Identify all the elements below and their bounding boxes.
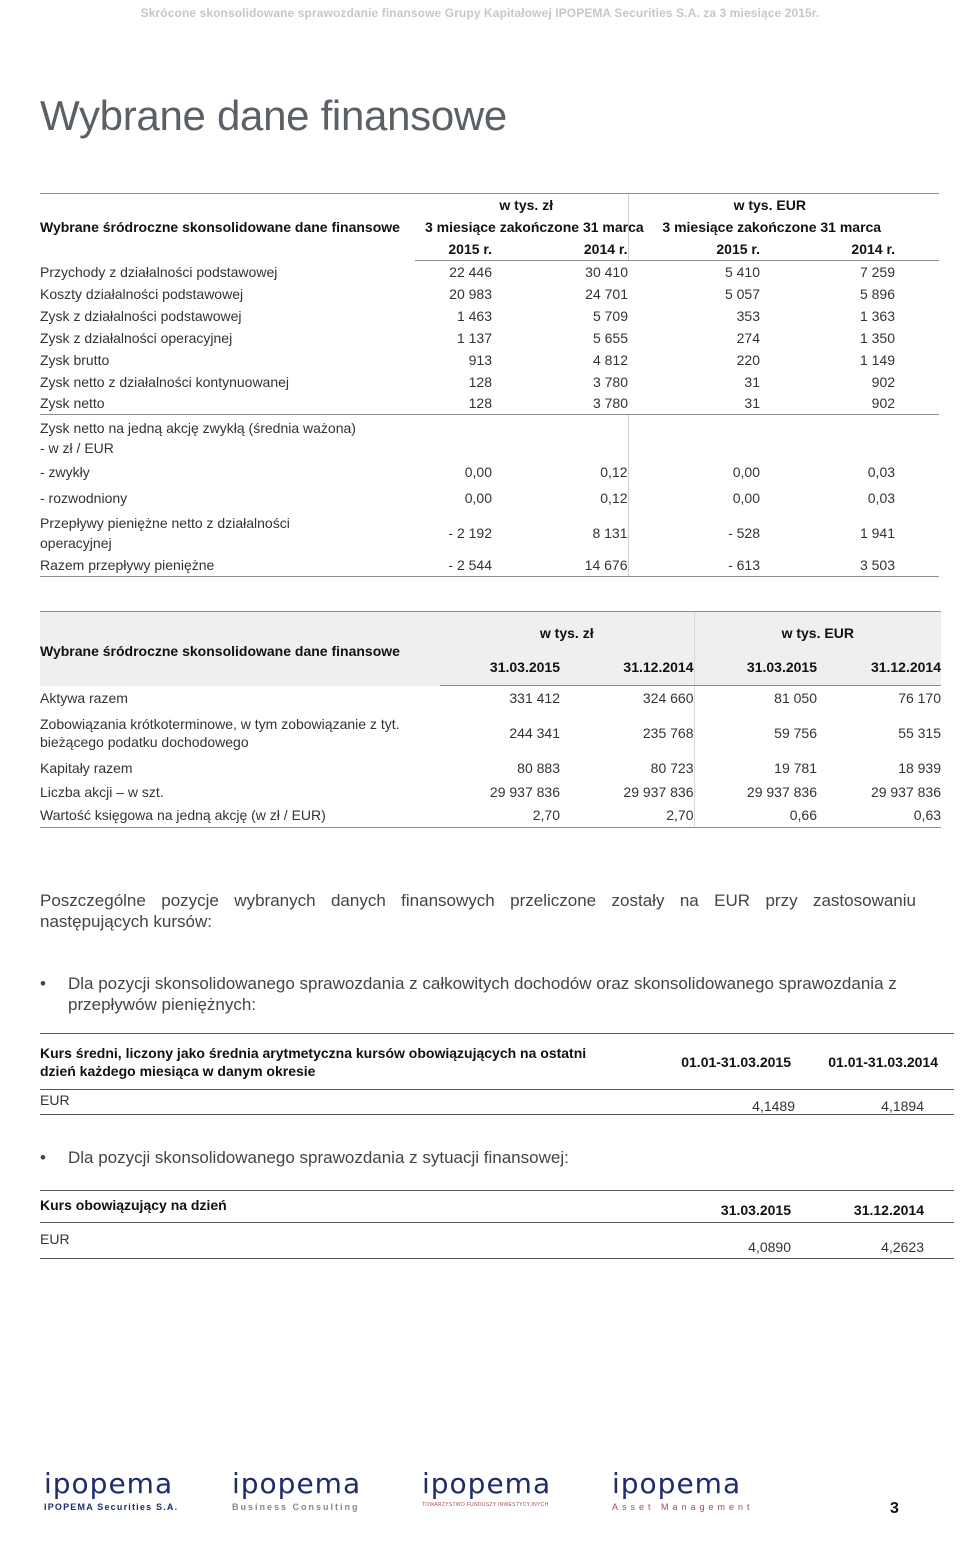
table-row — [40, 511, 939, 555]
cell-value: 5 655 — [592, 329, 628, 346]
row-label: Zysk netto z działalności kontynuowanej — [40, 373, 290, 390]
logo-subtitle: Asset Management — [612, 1502, 754, 1512]
table-row — [40, 283, 939, 305]
cell-value: 3 503 — [760, 555, 895, 577]
table-row — [40, 459, 939, 485]
rate-value: 4,1894 — [795, 1090, 954, 1115]
row-label: - zwykły — [40, 463, 90, 480]
cell-value: 18 939 — [898, 759, 942, 776]
rate-period: 01.01-31.03.2015 — [630, 1034, 795, 1090]
row-label: Zysk z działalności podstawowej — [40, 307, 242, 324]
rate-date: 31.03.2015 — [630, 1191, 795, 1223]
cell-value: 235 768 — [642, 724, 694, 741]
cell-value: 324 660 — [642, 689, 694, 706]
cell-value: 4 812 — [592, 351, 628, 368]
closing-rate-table — [40, 1190, 954, 1259]
cell-value: 31 — [744, 373, 760, 390]
ipopema-business-consulting-logo — [232, 1467, 362, 1520]
cell-value: 353 — [736, 307, 760, 324]
logo-subtitle: IPOPEMA Securities S.A. — [44, 1502, 179, 1512]
rate-table-header: Kurs obowiązujący na dzień — [40, 1191, 630, 1223]
row-label: Kapitały razem — [40, 759, 133, 776]
cell-value: - 613 — [628, 555, 760, 577]
table-row — [40, 780, 941, 804]
cell-value: 1 363 — [859, 307, 896, 324]
cell-value: 5 410 — [724, 263, 760, 280]
table-row — [40, 305, 939, 327]
rate-value: 4,1489 — [630, 1090, 795, 1115]
eps-unit-label: - w zł / EUR — [40, 439, 114, 456]
table-row — [40, 371, 939, 393]
cell-value: 29 937 836 — [870, 783, 942, 800]
table-row — [40, 710, 941, 756]
logo-subtitle: TOWARZYSTWO FUNDUSZY INWESTYCYJNYCH — [422, 1502, 549, 1508]
table-row — [40, 686, 941, 710]
logo-wordmark: ipopema — [232, 1467, 362, 1500]
cell-value: 0,03 — [867, 463, 896, 480]
bullet-icon: • — [40, 974, 46, 993]
cell-value: 1 137 — [456, 329, 492, 346]
cell-value: 3 780 — [592, 373, 628, 390]
row-label: Razem przepływy pieniężne — [40, 555, 415, 577]
bullet-icon: • — [40, 1148, 46, 1167]
table-row — [40, 437, 939, 459]
rate-table-header: Kurs średni, liczony jako średnia arytmetyczna kursów obowiązujących na ostatni dzień każdego miesiąca w danym okresie — [40, 1034, 630, 1090]
ipopema-securities-logo — [44, 1467, 179, 1520]
table-row — [40, 327, 939, 349]
cell-value: 29 937 836 — [694, 780, 817, 804]
cell-value: 30 410 — [585, 263, 628, 280]
cell-value: 331 412 — [509, 689, 560, 706]
row-label: Zysk brutto — [40, 351, 110, 368]
cell-value: 5 057 — [724, 285, 760, 302]
cell-value: 14 676 — [492, 555, 628, 577]
cell-value: 0,00 — [464, 489, 492, 506]
cell-value: 80 883 — [517, 759, 560, 776]
cell-value: 55 315 — [898, 724, 942, 741]
table2-currency-eur: w tys. EUR — [694, 612, 941, 650]
bullet-text: Dla pozycji skonsolidowanego sprawozdania z sytuacji finansowej: — [68, 1148, 569, 1167]
eps-label: Zysk netto na jedną akcję zwykłą (średnia ważona) — [40, 419, 356, 436]
rate-period: 01.01-31.03.2014 — [795, 1034, 954, 1090]
cell-value: 3 780 — [492, 393, 628, 415]
row-label: - rozwodniony — [40, 489, 128, 506]
cell-value: 1 941 — [859, 524, 896, 541]
cell-value: 7 259 — [859, 263, 896, 280]
footer-logos — [40, 1467, 920, 1520]
cell-value: 244 341 — [509, 724, 560, 741]
table1-year: 2014 r. — [760, 239, 895, 261]
row-label: Zysk netto — [40, 393, 415, 415]
cell-value: 1 463 — [456, 307, 492, 324]
cell-value: 80 723 — [650, 759, 694, 776]
cell-value: 0,00 — [628, 485, 760, 511]
table2-date: 31.12.2014 — [817, 650, 941, 686]
table2-date: 31.12.2014 — [560, 650, 694, 686]
logo-wordmark: ipopema — [44, 1467, 174, 1500]
cell-value: - 2 192 — [448, 524, 492, 541]
cell-value: 81 050 — [694, 686, 817, 710]
conversion-note: Poszczególne pozycje wybranych danych finansowych przeliczone zostały na EUR przy zastosowaniu następujących kursów: — [40, 891, 916, 931]
table1-year: 2015 r. — [628, 239, 760, 261]
table-row — [40, 555, 939, 577]
table1-year: 2015 r. — [415, 239, 492, 261]
cell-value: 274 — [736, 329, 760, 346]
bullet-text: Dla pozycji skonsolidowanego sprawozdania z całkowitych dochodów oraz skonsolidowanego sprawozdania z przepływów pieniężnych: — [68, 974, 897, 1014]
table-row — [40, 261, 939, 283]
cell-value: 5 709 — [592, 307, 628, 324]
table2-date: 31.03.2015 — [440, 650, 560, 686]
cell-value: 24 701 — [585, 285, 628, 302]
table1-year: 2014 r. — [492, 239, 628, 261]
income-summary-table — [40, 193, 939, 577]
rate-currency: EUR — [40, 1090, 630, 1115]
logo-wordmark: ipopema — [422, 1467, 552, 1500]
row-label: Koszty działalności podstawowej — [40, 285, 244, 302]
cell-value: 8 131 — [592, 524, 628, 541]
cell-value: 1 149 — [859, 351, 896, 368]
cell-value: 59 756 — [694, 710, 817, 756]
table2-caption: Wybrane śródroczne skonsolidowane dane finansowe — [40, 612, 440, 686]
cell-value: 902 — [871, 373, 896, 390]
table-row — [40, 756, 941, 780]
table2-date: 31.03.2015 — [694, 650, 817, 686]
page-title: Wybrane dane finansowe — [40, 92, 507, 139]
cell-value: 128 — [415, 393, 492, 415]
cell-value: 19 781 — [694, 756, 817, 780]
cell-value: 0,00 — [464, 463, 492, 480]
row-label: Liczba akcji – w szt. — [40, 783, 164, 800]
table2-currency-pln: w tys. zł — [440, 612, 694, 650]
ipopema-tfi-logo — [422, 1467, 552, 1520]
row-label: Aktywa razem — [40, 689, 128, 706]
average-rate-table — [40, 1033, 954, 1115]
logo-wordmark: ipopema — [612, 1467, 742, 1500]
cell-value: 128 — [468, 373, 492, 390]
table-row — [40, 415, 939, 437]
cell-value: 0,12 — [600, 489, 628, 506]
cell-value: 0,00 — [628, 459, 760, 485]
rate-currency: EUR — [40, 1223, 630, 1259]
cell-value: 0,63 — [817, 804, 941, 828]
cell-value: 76 170 — [898, 689, 942, 706]
ipopema-asset-management-logo — [612, 1467, 754, 1520]
table1-period-pln: 3 miesiące zakończone 31 marca — [425, 219, 644, 235]
rate-value: 4,2623 — [795, 1223, 954, 1259]
cell-value: 0,66 — [694, 804, 817, 828]
table-row — [40, 485, 939, 511]
cell-value: 0,12 — [600, 463, 628, 480]
table1-currency-eur: w tys. EUR — [628, 194, 895, 216]
table-row — [40, 393, 939, 415]
cell-value: - 2 544 — [415, 555, 492, 577]
cell-value: 20 983 — [449, 285, 492, 302]
balance-summary-table — [40, 611, 941, 828]
table1-currency-pln: w tys. zł — [415, 194, 628, 216]
rate-date: 31.12.2014 — [795, 1191, 954, 1223]
cell-value: 29 937 836 — [489, 783, 560, 800]
cell-value: - 528 — [628, 511, 760, 555]
table1-caption: Wybrane śródroczne skonsolidowane dane finansowe — [40, 219, 400, 236]
row-label: Przychody z działalności podstawowej — [40, 263, 278, 280]
row-label: Zysk z działalności operacyjnej — [40, 329, 233, 346]
cell-value: 5 896 — [859, 285, 896, 302]
row-label: Wartość księgowa na jedną akcję (w zł / EUR) — [40, 804, 440, 828]
cell-value: 22 446 — [449, 263, 492, 280]
cell-value: 1 350 — [859, 329, 896, 346]
row-label: Przepływy pieniężne netto z działalności operacyjnej — [40, 514, 290, 551]
row-label: Zobowiązania krótkoterminowe, w tym zobowiązanie z tyt. bieżącego podatku dochodowego — [40, 715, 400, 750]
page-number: 3 — [890, 1500, 899, 1517]
table1-period-eur: 3 miesiące zakończone 31 marca — [628, 216, 939, 239]
cell-value: 29 937 836 — [623, 783, 694, 800]
cell-value: 2,70 — [560, 804, 694, 828]
running-header: Skrócone skonsolidowane sprawozdanie finansowe Grupy Kapitałowej IPOPEMA Securities S.A. za 3 miesiące 2015r. — [140, 6, 820, 20]
cell-value: 902 — [760, 393, 895, 415]
logo-subtitle: Business Consulting — [232, 1502, 360, 1512]
cell-value: 31 — [628, 393, 760, 415]
table-row — [40, 349, 939, 371]
cell-value: 220 — [736, 351, 760, 368]
cell-value: 0,03 — [867, 489, 896, 506]
table-row — [40, 804, 941, 828]
cell-value: 2,70 — [440, 804, 560, 828]
cell-value: 913 — [468, 351, 492, 368]
rate-value: 4,0890 — [630, 1223, 795, 1259]
